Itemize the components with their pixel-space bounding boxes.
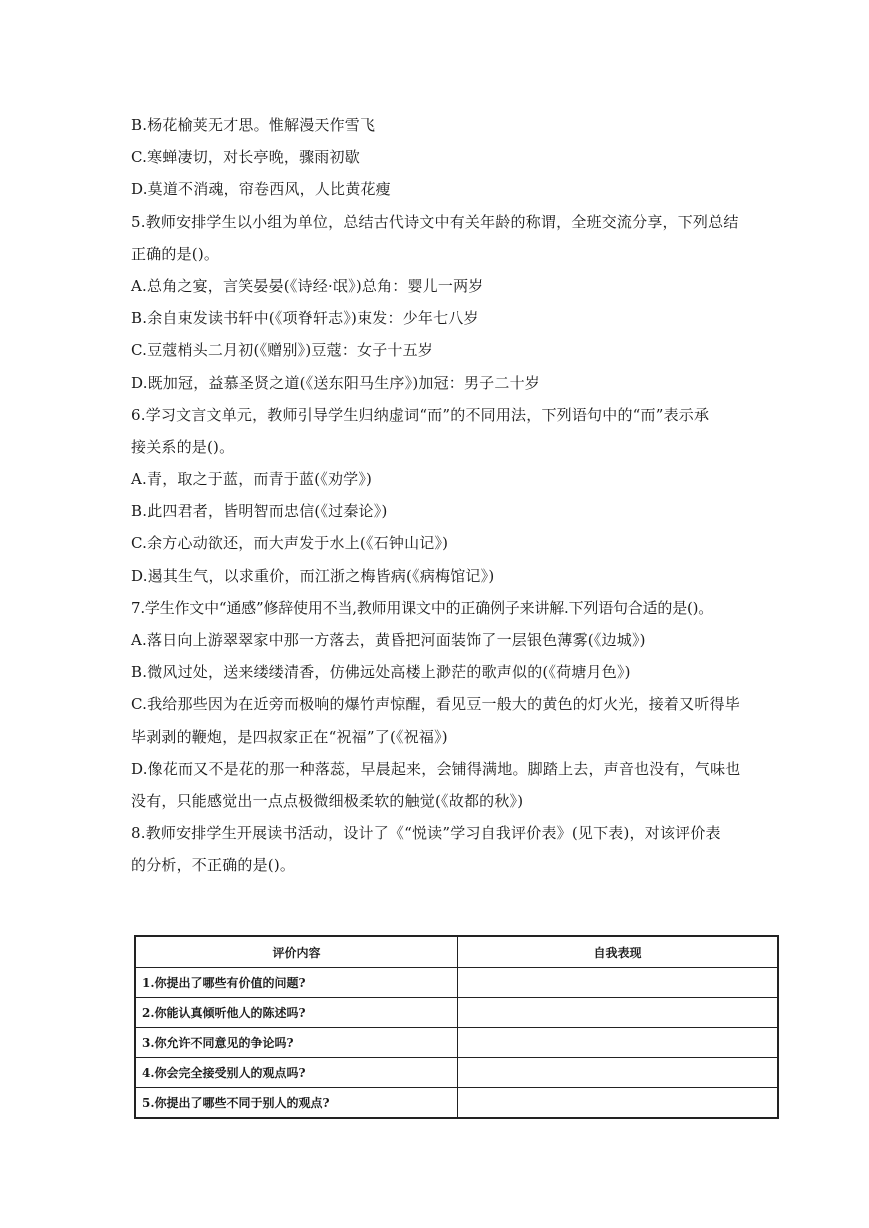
option-line: D.像花而又不是花的那一种落蕊，早晨起来，会铺得满地。脚踏上去，声音也没有，气味也 bbox=[131, 759, 741, 778]
option-line: D.莫道不消魂，帘卷西风，人比黄花瘦 bbox=[131, 180, 391, 199]
option-line: C.我给那些因为在近旁而极响的爆竹声惊醒，看见豆一般大的黄色的灯火光，接着又听得毕 bbox=[131, 695, 740, 714]
question-8-stem: 8.教师安排学生开展读书活动，设计了《“悦读”学习自我评价表》(见下表)，对该评价表 bbox=[131, 824, 721, 843]
option-line: B.余自束发读书轩中(《项脊轩志》)束发：少年七八岁 bbox=[131, 309, 479, 328]
table-row bbox=[135, 968, 778, 998]
header-evaluation-content: 评价内容 bbox=[135, 936, 458, 968]
option-line: D.既加冠，益慕圣贤之道(《送东阳马生序》)加冠：男子二十岁 bbox=[131, 373, 540, 392]
option-line: A.青，取之于蓝，而青于蓝(《劝学》) bbox=[131, 470, 373, 489]
table-cell-item: 5.你提出了哪些不同于别人的观点? bbox=[135, 1088, 458, 1119]
table-row bbox=[135, 1028, 778, 1058]
option-line: B.此四君者，皆明智而忠信(《过秦论》) bbox=[131, 502, 388, 521]
question-text-block bbox=[131, 109, 781, 882]
table-cell-item: 4.你会完全接受别人的观点吗? bbox=[135, 1058, 458, 1088]
question-6-stem: 6.学习文言文单元，教师引导学生归纳虚词“而”的不同用法，下列语句中的“而”表示承 bbox=[131, 405, 710, 424]
option-line: C.余方心动欲还，而大声发于水上(《石钟山记》) bbox=[131, 534, 449, 553]
option-line: A.落日向上游翠翠家中那一方落去，黄昏把河面装饰了一层银色薄雾(《边城》) bbox=[131, 631, 646, 649]
table-cell-blank bbox=[458, 998, 779, 1028]
option-line: B.微风过处，送来缕缕清香，仿佛远处高楼上渺茫的歌声似的(《荷塘月色》) bbox=[131, 663, 631, 682]
table-cell-blank bbox=[458, 968, 779, 998]
question-8-stem-cont: 的分析，不正确的是()。 bbox=[131, 856, 296, 875]
option-line-cont: 没有，只能感觉出一点点极微细极柔软的触觉(《故都的秋》) bbox=[131, 791, 524, 810]
self-evaluation-table bbox=[134, 935, 779, 1119]
question-5-stem-cont: 正确的是()。 bbox=[131, 244, 220, 263]
option-line: C.豆蔻梢头二月初(《赠别》)豆蔻：女子十五岁 bbox=[131, 341, 434, 360]
question-5-stem: 5.教师安排学生以小组为单位，总结古代诗文中有关年龄的称谓，全班交流分享，下列总结 bbox=[131, 212, 739, 231]
table-cell-blank bbox=[458, 1028, 779, 1058]
table-row bbox=[135, 1088, 778, 1119]
option-line: C.寒蝉凄切，对长亭晚，骤雨初歇 bbox=[131, 148, 360, 167]
option-line: A.总角之宴，言笑晏晏(《诗经·氓》)总角：婴儿一两岁 bbox=[131, 276, 484, 295]
option-line-cont: 毕剥剥的鞭炮，是四叔家正在“祝福”了(《祝福》) bbox=[131, 727, 448, 746]
table-cell-item: 1.你提出了哪些有价值的问题? bbox=[135, 968, 458, 998]
table-row bbox=[135, 1058, 778, 1088]
question-6-stem-cont: 接关系的是()。 bbox=[131, 437, 235, 456]
table-header-row bbox=[135, 936, 778, 968]
table-cell-blank bbox=[458, 1088, 779, 1119]
header-self-performance: 自我表现 bbox=[458, 936, 779, 968]
question-7-stem: 7.学生作文中“通感”修辞使用不当,教师用课文中的正确例子来讲解.下列语句合适的是()。 bbox=[131, 598, 714, 617]
table-cell-item: 2.你能认真倾听他人的陈述吗? bbox=[135, 998, 458, 1028]
table-cell-item: 3.你允许不同意见的争论吗? bbox=[135, 1028, 458, 1058]
option-line: B.杨花榆荚无才思。惟解漫天作雪飞 bbox=[131, 116, 376, 134]
table-row bbox=[135, 998, 778, 1028]
option-line: D.遏其生气，以求重价，而江浙之梅皆病(《病梅馆记》) bbox=[131, 566, 495, 585]
table-cell-blank bbox=[458, 1058, 779, 1088]
